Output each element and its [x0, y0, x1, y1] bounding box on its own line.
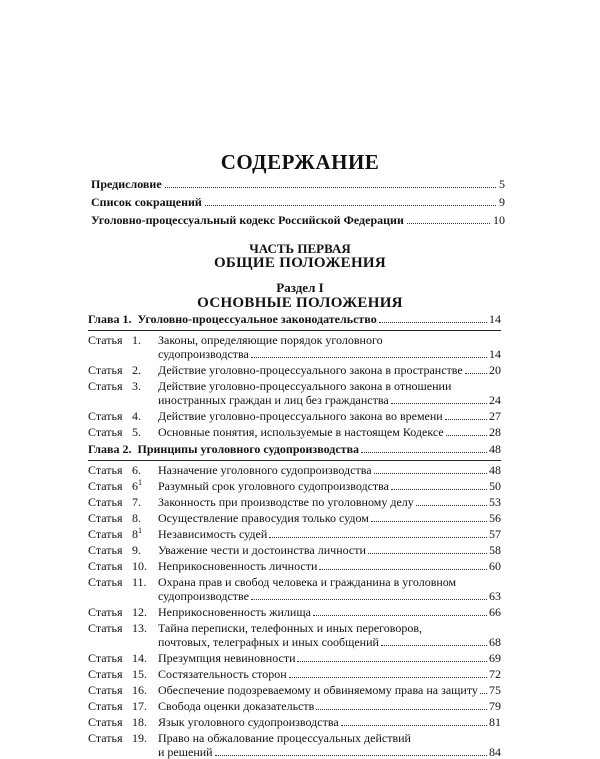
article-page: 48 [489, 463, 501, 477]
article-title-text: иностранных граждан и лиц без гражданства [158, 393, 389, 407]
article-title-text: и решений [158, 745, 213, 759]
article-page: 68 [489, 635, 501, 649]
chapter-rule [88, 330, 501, 331]
leader-dots [379, 321, 487, 323]
part-title: ОБЩИЕ ПОЛОЖЕНИЯ [213, 255, 387, 271]
article-page: 56 [489, 511, 501, 525]
leader-dots [251, 598, 487, 600]
leader-dots [465, 372, 487, 374]
article-page: 66 [489, 605, 501, 619]
article-title-text: судопроизводстве [158, 589, 249, 603]
leader-dots [215, 754, 487, 756]
article-word: Статья [88, 683, 123, 697]
article-page: 27 [489, 409, 501, 423]
leader-dots [205, 204, 496, 206]
article-entry[interactable] [88, 333, 501, 361]
chapter-page: 14 [489, 312, 501, 326]
article-title [158, 731, 501, 759]
article-number-text: 7. [132, 495, 141, 509]
article-title [158, 495, 501, 509]
front-matter-entry[interactable] [91, 210, 505, 228]
leader-dots [480, 692, 487, 694]
article-word: Статья [88, 667, 123, 681]
article-title [158, 511, 501, 525]
entry-page: 10 [493, 213, 505, 227]
article-page: 75 [489, 683, 501, 697]
article-entry[interactable] [88, 379, 501, 407]
article-title-text: Основные понятия, используемые в настоящем Кодексе [158, 425, 444, 439]
article-number [132, 527, 158, 541]
article-number [132, 621, 158, 649]
article-entry[interactable] [88, 683, 501, 697]
article-title-line [158, 393, 501, 407]
article-entry[interactable] [88, 511, 501, 525]
article-superscript: 1 [138, 526, 142, 535]
article-number-text: 6 [132, 479, 138, 493]
article-word: Статья [88, 543, 123, 557]
article-title-text: Язык уголовного судопроизводства [158, 715, 339, 729]
article-title-line [158, 559, 501, 573]
front-matter-entry[interactable] [91, 174, 505, 192]
article-entry[interactable] [88, 715, 501, 729]
article-title [158, 667, 501, 681]
article-title [158, 575, 501, 603]
article-number-text: 19. [132, 731, 147, 745]
chapter-heading[interactable] [88, 309, 501, 327]
article-title [158, 527, 501, 541]
article-number-text: 3. [132, 379, 141, 393]
article-number [132, 605, 158, 619]
leader-dots [269, 536, 487, 538]
article-word: Статья [88, 425, 123, 439]
article-entry[interactable] [88, 605, 501, 619]
front-matter-entry[interactable] [91, 192, 505, 210]
article-title [158, 621, 501, 649]
article-number [132, 667, 158, 681]
article-title-text: Неприкосновенность личности [158, 559, 318, 573]
article-number-text: 18. [132, 715, 147, 729]
article-page: 53 [489, 495, 501, 509]
article-title-line [158, 527, 501, 541]
leader-dots [407, 222, 490, 224]
article-page: 14 [489, 347, 501, 361]
article-title-line [158, 347, 501, 361]
article-page: 24 [489, 393, 501, 407]
article-title [158, 699, 501, 713]
article-title-text: Охрана прав и свобод человека и гражданина в уголовном [158, 575, 457, 589]
article-number [132, 425, 158, 439]
article-word: Статья [88, 363, 123, 377]
entry-page: 5 [499, 177, 505, 191]
leader-dots [361, 451, 487, 453]
chapter-page: 48 [489, 442, 501, 456]
leader-dots [391, 402, 487, 404]
article-number [132, 683, 158, 697]
article-entry[interactable] [88, 667, 501, 681]
article-page: 84 [489, 745, 501, 759]
article-title-text: Независимость судей [158, 527, 268, 541]
article-number [132, 463, 158, 477]
chapter-title: Уголовно-процессуальное законодательство [137, 312, 377, 326]
article-title-line [158, 463, 501, 477]
chapter-heading[interactable] [88, 439, 501, 457]
article-title-text: Законность при производстве по уголовному делу [158, 495, 414, 509]
contents-list [88, 309, 501, 759]
article-title [158, 683, 501, 697]
article-number-text: 8. [132, 511, 141, 525]
article-title-line [158, 409, 501, 423]
article-entry[interactable] [88, 651, 501, 665]
article-title-text: Действие уголовно-процессуального закона в пространстве [158, 363, 463, 377]
article-number [132, 575, 158, 603]
article-title-text: Уважение чести и достоинства личности [158, 543, 366, 557]
article-title-line [158, 715, 501, 729]
article-number-text: 1. [132, 333, 141, 347]
article-number-text: 9. [132, 543, 141, 557]
article-title [158, 605, 501, 619]
article-title-text: Презумпция невиновности [158, 651, 296, 665]
article-title-text: Осуществление правосудия только судом [158, 511, 369, 525]
article-page: 28 [489, 425, 501, 439]
page-title: СОДЕРЖАНИЕ [220, 150, 380, 174]
entry-label: Предисловие [91, 177, 162, 191]
article-word: Статья [88, 575, 123, 589]
article-title [158, 409, 501, 423]
article-entry[interactable] [88, 559, 501, 573]
article-entry[interactable] [88, 543, 501, 557]
article-number [132, 699, 158, 713]
article-number [132, 333, 158, 361]
article-page: 81 [489, 715, 501, 729]
leader-dots [368, 552, 487, 554]
article-number [132, 409, 158, 423]
article-title-line [158, 605, 501, 619]
leader-dots [371, 520, 487, 522]
article-number-text: 8 [132, 527, 138, 541]
article-title-line [158, 651, 501, 665]
entry-label: Список сокращений [91, 195, 202, 209]
article-title-text: Обеспечение подозреваемому и обвиняемому права на защиту [158, 683, 478, 697]
article-title-line [158, 667, 501, 681]
article-title-line [158, 745, 501, 759]
article-title-line [158, 699, 501, 713]
article-title [158, 379, 501, 407]
section-title: ОСНОВНЫЕ ПОЛОЖЕНИЯ [197, 295, 403, 311]
article-number [132, 543, 158, 557]
article-number [132, 379, 158, 407]
article-number-text: 11. [132, 575, 147, 589]
article-entry[interactable] [88, 575, 501, 603]
article-page: 72 [489, 667, 501, 681]
article-number [132, 651, 158, 665]
part-label: ЧАСТЬ ПЕРВАЯ [249, 241, 351, 256]
article-title [158, 479, 501, 493]
article-number-text: 4. [132, 409, 141, 423]
article-title-text: Состязательность сторон [158, 667, 287, 681]
article-number-text: 2. [132, 363, 141, 377]
article-word: Статья [88, 333, 123, 347]
article-title [158, 463, 501, 477]
leader-dots [297, 660, 487, 662]
article-title-line [158, 543, 501, 557]
article-page: 58 [489, 543, 501, 557]
entry-label: Уголовно-процессуальный кодекс Российской Федерации [91, 213, 404, 227]
article-number-text: 15. [132, 667, 147, 681]
article-page: 20 [489, 363, 501, 377]
leader-dots [446, 434, 487, 436]
article-word: Статья [88, 605, 123, 619]
article-title-line [158, 425, 501, 439]
article-entry[interactable] [88, 527, 501, 541]
chapter-title: Принципы уголовного судопроизводства [137, 442, 360, 456]
leader-dots [381, 644, 487, 646]
article-title-line [158, 575, 501, 589]
article-title-text: почтовых, телеграфных и иных сообщений [158, 635, 379, 649]
article-title-line [158, 495, 501, 509]
article-word: Статья [88, 379, 123, 393]
leader-dots [313, 614, 487, 616]
section-label: Раздел I [276, 280, 324, 295]
leader-dots [416, 504, 487, 506]
article-title-text: Законы, определяющие порядок уголовного [158, 333, 383, 347]
article-word: Статья [88, 511, 123, 525]
article-number [132, 479, 158, 493]
article-number-text: 14. [132, 651, 147, 665]
article-word: Статья [88, 731, 123, 745]
article-number-text: 10. [132, 559, 147, 573]
article-number [132, 715, 158, 729]
article-word: Статья [88, 621, 123, 635]
article-entry[interactable] [88, 699, 501, 713]
article-title-text: Назначение уголовного судопроизводства [158, 463, 372, 477]
article-superscript: 1 [138, 478, 142, 487]
article-word: Статья [88, 479, 123, 493]
article-entry[interactable] [88, 463, 501, 477]
front-matter-list [91, 174, 505, 228]
article-title [158, 425, 501, 439]
article-title-text: судопроизводства [158, 347, 249, 361]
article-word: Статья [88, 651, 123, 665]
article-page: 60 [489, 559, 501, 573]
article-page: 69 [489, 651, 501, 665]
chapter-rule [88, 460, 501, 461]
article-number-text: 6. [132, 463, 141, 477]
article-number [132, 495, 158, 509]
article-title-text: Действие уголовно-процессуального закона во времени [158, 409, 443, 423]
entry-page: 9 [499, 195, 505, 209]
article-title-line [158, 683, 501, 697]
article-title-line [158, 511, 501, 525]
leader-dots [445, 418, 487, 420]
article-title-text: Свобода оценки доказательств [158, 699, 315, 713]
article-title [158, 559, 501, 573]
leader-dots [289, 676, 487, 678]
article-title [158, 543, 501, 557]
article-number-text: 13. [132, 621, 147, 635]
article-word: Статья [88, 559, 123, 573]
article-number [132, 731, 158, 759]
article-entry[interactable] [88, 621, 501, 649]
article-word: Статья [88, 699, 123, 713]
article-page: 50 [489, 479, 501, 493]
article-page: 57 [489, 527, 501, 541]
leader-dots [165, 186, 496, 188]
article-word: Статья [88, 463, 123, 477]
article-title-line [158, 363, 501, 377]
chapter-label: Глава 2. [88, 442, 132, 456]
article-entry[interactable] [88, 425, 501, 439]
article-number [132, 363, 158, 377]
leader-dots [341, 724, 487, 726]
article-title [158, 363, 501, 377]
article-title [158, 333, 501, 361]
article-number [132, 511, 158, 525]
article-entry[interactable] [88, 479, 501, 493]
article-entry[interactable] [88, 731, 501, 759]
leader-dots [316, 708, 487, 710]
article-title-text: Право на обжалование процессуальных действий [158, 731, 411, 745]
article-entry[interactable] [88, 409, 501, 423]
chapter-label: Глава 1. [88, 312, 132, 326]
leader-dots [391, 488, 487, 490]
article-word: Статья [88, 715, 123, 729]
article-title-line [158, 379, 501, 393]
article-entry[interactable] [88, 495, 501, 509]
article-page: 79 [489, 699, 501, 713]
article-title-text: Разумный срок уголовного судопроизводства [158, 479, 389, 493]
article-title-text: Тайна переписки, телефонных и иных переговоров, [158, 621, 423, 635]
article-word: Статья [88, 495, 123, 509]
article-number-text: 5. [132, 425, 141, 439]
article-word: Статья [88, 409, 123, 423]
article-page: 63 [489, 589, 501, 603]
leader-dots [319, 568, 487, 570]
article-number-text: 17. [132, 699, 147, 713]
leader-dots [251, 356, 487, 358]
leader-dots [374, 472, 487, 474]
article-word: Статья [88, 527, 123, 541]
article-title-text: Действие уголовно-процессуального закона в отношении [158, 379, 452, 393]
article-title-line [158, 479, 501, 493]
article-title [158, 715, 501, 729]
article-title-line [158, 635, 501, 649]
article-title-line [158, 621, 501, 635]
article-number [132, 559, 158, 573]
article-title-text: Неприкосновенность жилища [158, 605, 311, 619]
article-title [158, 651, 501, 665]
article-number-text: 12. [132, 605, 147, 619]
article-title-line [158, 333, 501, 347]
article-entry[interactable] [88, 363, 501, 377]
article-title-line [158, 731, 501, 745]
article-number-text: 16. [132, 683, 147, 697]
article-title-line [158, 589, 501, 603]
